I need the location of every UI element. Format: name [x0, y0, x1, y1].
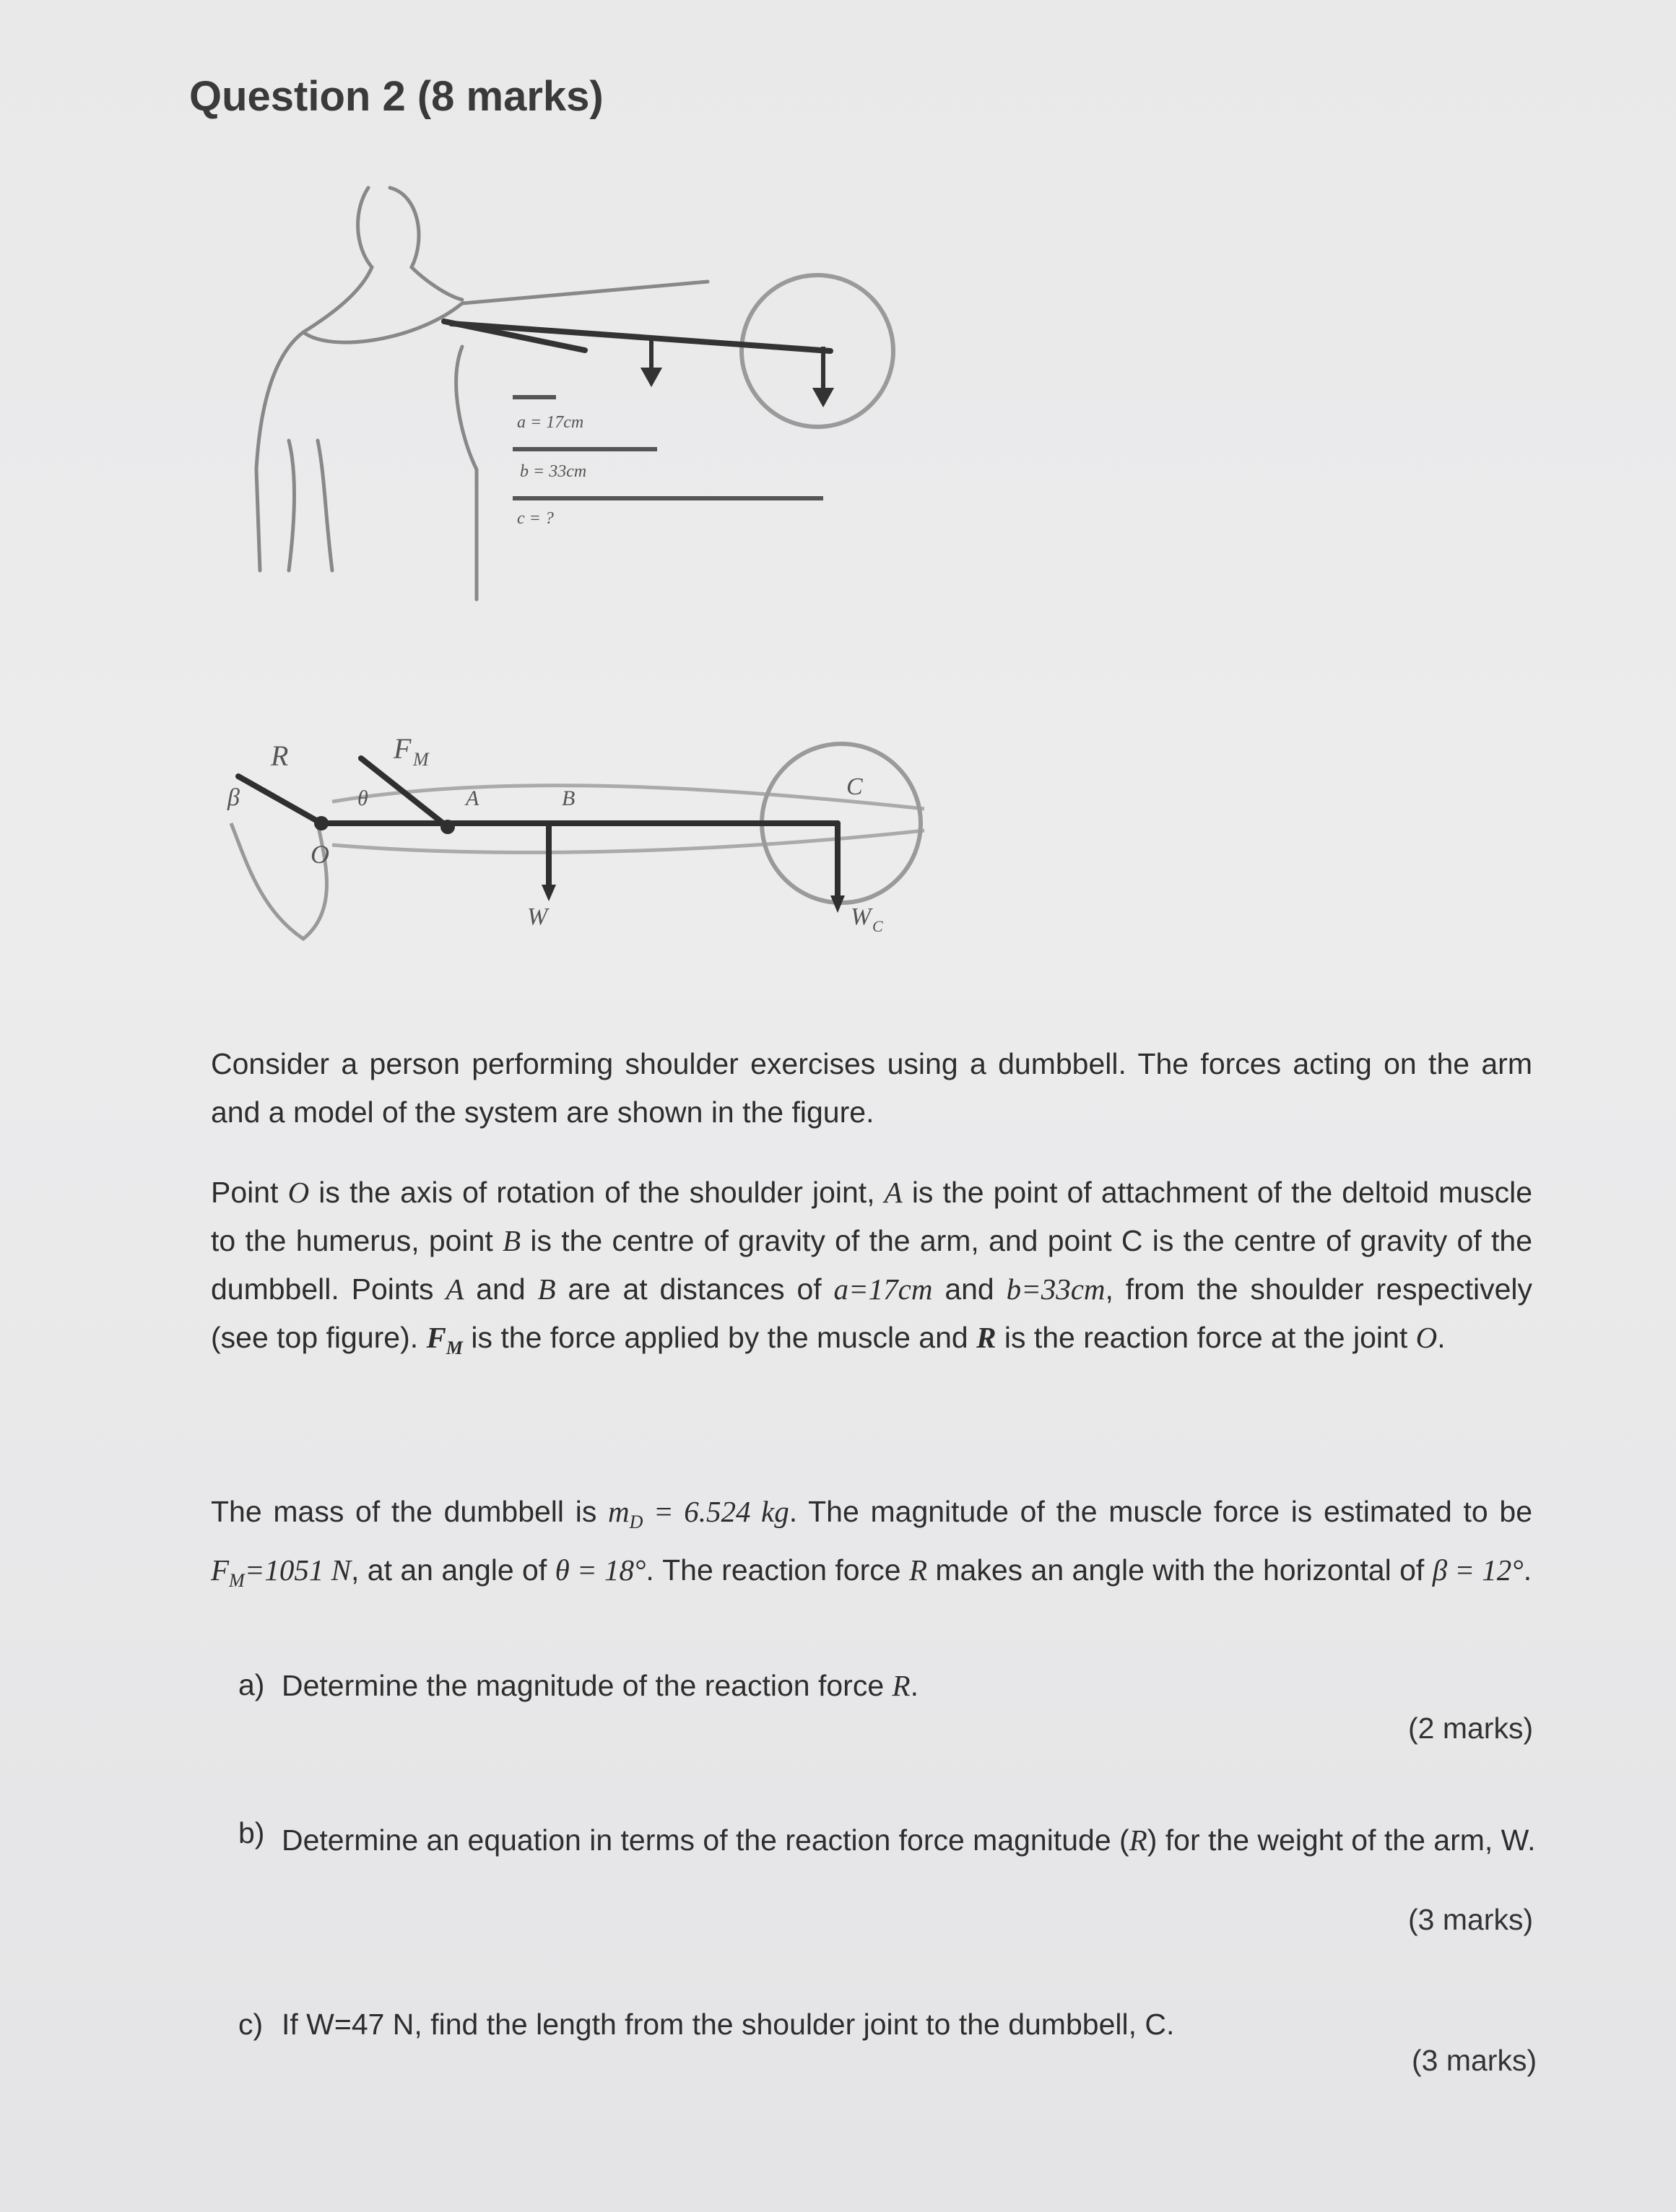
label-wc: W [851, 903, 872, 930]
label-fm-sub: M [413, 749, 429, 770]
part-b-label: b) [238, 1816, 265, 1849]
top-figure [246, 166, 910, 628]
dist-a-label: a = 17cm [517, 413, 584, 432]
intro-paragraph-1: Consider a person performing shoulder exercises using a dumbbell. The forces acting on the arm and a model of the system are shown in the figure. [211, 1047, 1532, 1129]
givens-paragraph: The mass of the dumbbell is $m_D = 6.524$ kg. The magnitude of the muscle force is estimated to be $F_M=1051$ N, at an angle of θ = 18°. The reaction force R makes an angle with the horizontal of β = 12°. [211, 1495, 1532, 1592]
question-title: Question 2 (8 marks) [189, 73, 604, 120]
arm-bone [444, 321, 830, 351]
part-b-marks: (3 marks) [1408, 1903, 1534, 1936]
label-w: W [527, 903, 548, 930]
part-b-text: Determine an equation in terms of the reaction force magnitude (R) for the weight of the arm, W. [282, 1823, 1536, 1857]
part-a-text: Determine the magnitude of the reaction force R. [282, 1669, 919, 1702]
label-r: R [271, 739, 289, 772]
part-c-marks: (3 marks) [1412, 2044, 1537, 2077]
label-c: C [846, 773, 863, 800]
label-beta: β [227, 784, 240, 811]
body-outline [256, 188, 708, 599]
part-c-label: c) [238, 2008, 264, 2041]
point-a-dot [440, 820, 455, 834]
label-fm: F [394, 732, 412, 765]
dist-c-label: c = ? [517, 509, 554, 528]
label-a: A [466, 786, 479, 810]
w-arrowhead [542, 885, 556, 901]
label-o: O [311, 840, 329, 869]
part-a-marks: (2 marks) [1408, 1712, 1534, 1745]
part-a-label: a) [238, 1668, 265, 1701]
part-c-text: If W=47 N, find the length from the shoulder joint to the dumbbell, C. [282, 2008, 1175, 2041]
intro-paragraph-2: Point O is the axis of rotation of the shoulder joint, A is the point of attachment of the deltoid muscle to the humerus, point B is the centre of gravity of the arm, and point C is the centre of gravity of the dumbbell. Points A and B are at distances of a=17cm and b=33cm, from the shoulder respectively (see top figure). $F_M$ is the force applied by the muscle and R is the reaction force at the joint O. [211, 1176, 1533, 1359]
label-wc-sub: C [872, 917, 883, 935]
dist-b-label: b = 33cm [520, 462, 587, 481]
label-b: B [562, 786, 576, 810]
point-o-dot [314, 816, 329, 830]
label-theta: θ [357, 786, 368, 810]
model-figure [217, 715, 953, 960]
